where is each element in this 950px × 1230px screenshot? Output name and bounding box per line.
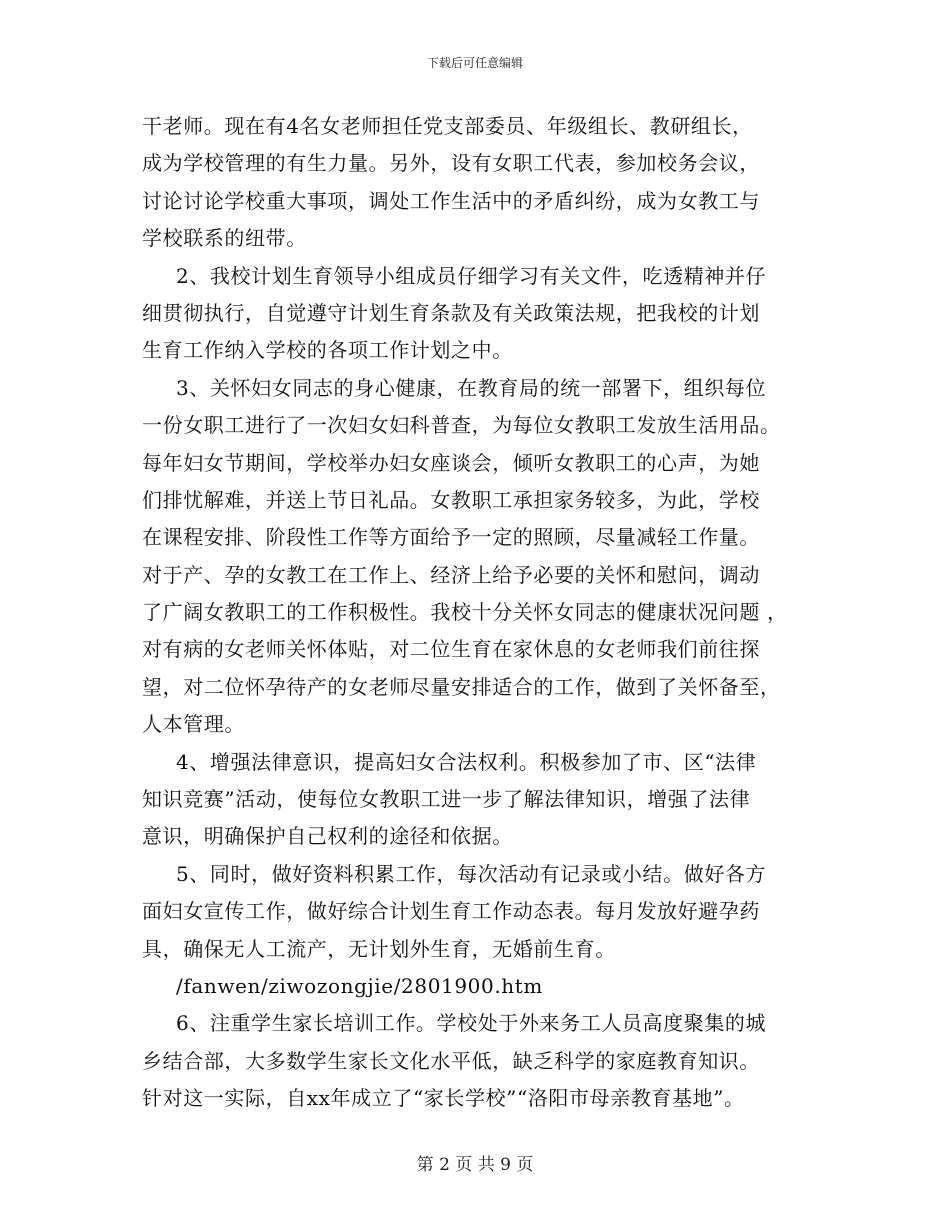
body-line: 面妇女宣传工作，做好综合计划生育工作动态表。每月发放好避孕药 (142, 899, 760, 924)
body-line: 了广阔女教职工的工作积极性。我校十分关怀女同志的健康状况问题 ， (142, 600, 788, 625)
page-number: 第 2 页 共 9 页 (416, 1155, 534, 1175)
body-line: 生育工作纳入学校的各项工作计划之中。 (142, 338, 513, 363)
url-line: /fanwen/ziwozongjie/2801900.htm (176, 973, 543, 998)
body-line: 乡结合部，大多数学生家长文化水平低，缺乏科学的家庭教育知识。 (142, 1048, 760, 1073)
body-line: 对于产、孕的女教工在工作上、经济上给予必要的关怀和慰问，调动 (142, 562, 760, 587)
body-line: 细贯彻执行，自觉遵守计划生育条款及有关政策法规，把我校的计划 (142, 300, 760, 325)
body-line: 干老师。现在有4名女老师担任党支部委员、年级组长、教研组长， (142, 114, 753, 138)
body-line: 每年妇女节期间，学校举办妇女座谈会，倾听女教职工的心声，为她 (142, 450, 760, 475)
body-line: 意识，明确保护自己权利的途径和依据。 (142, 824, 513, 849)
body-line: 在课程安排、阶段性工作等方面给予一定的照顾，尽量减轻工作量。 (142, 525, 760, 550)
body-line: 3、关怀妇女同志的身心健康，在教育局的统一部署下，组织每位 (176, 375, 767, 400)
body-line: 4、增强法律意识，提高妇女合法权利。积极参加了市、区“法律 (176, 749, 757, 774)
body-line: 学校联系的纽带。 (142, 226, 307, 251)
body-line: 6、注重学生家长培训工作。学校处于外来务工人员高度聚集的城 (176, 1011, 767, 1036)
body-line: 针对这一实际，自xx年成立了“家长学校”“洛阳市母亲教育基地”。 (142, 1086, 745, 1111)
body-line: 望，对二位怀孕待产的女老师尽量安排适合的工作，做到了关怀备至， (142, 674, 781, 699)
body-line: 具，确保无人工流产，无计划外生育，无婚前生育。 (142, 936, 616, 961)
body-line: 人本管理。 (142, 712, 245, 737)
body-line: 2、我校计划生育领导小组成员仔细学习有关文件，吃透精神并仔 (176, 263, 767, 288)
body-line: 对有病的女老师关怀体贴，对二位生育在家休息的女老师我们前往探 (142, 637, 760, 662)
body-line: 讨论讨论学校重大事项，调处工作生活中的矛盾纠纷，成为女教工与 (142, 188, 760, 213)
page-header: 下载后可任意编辑 (426, 56, 523, 70)
body-line: 们排忧解难，并送上节日礼品。女教职工承担家务较多，为此，学校 (142, 487, 760, 512)
body-line: 一份女职工进行了一次妇女妇科普查，为每位女教职工发放生活用品。 (142, 413, 781, 438)
body-line: 知识竞赛”活动，使每位女教职工进一步了解法律知识，增强了法律 (142, 787, 751, 812)
body-line: 成为学校管理的有生力量。另外，设有女职工代表，参加校务会议， (142, 151, 760, 176)
body-line: 5、同时，做好资料积累工作，每次活动有记录或小结。做好各方 (176, 861, 767, 886)
document-body (142, 108, 812, 1118)
